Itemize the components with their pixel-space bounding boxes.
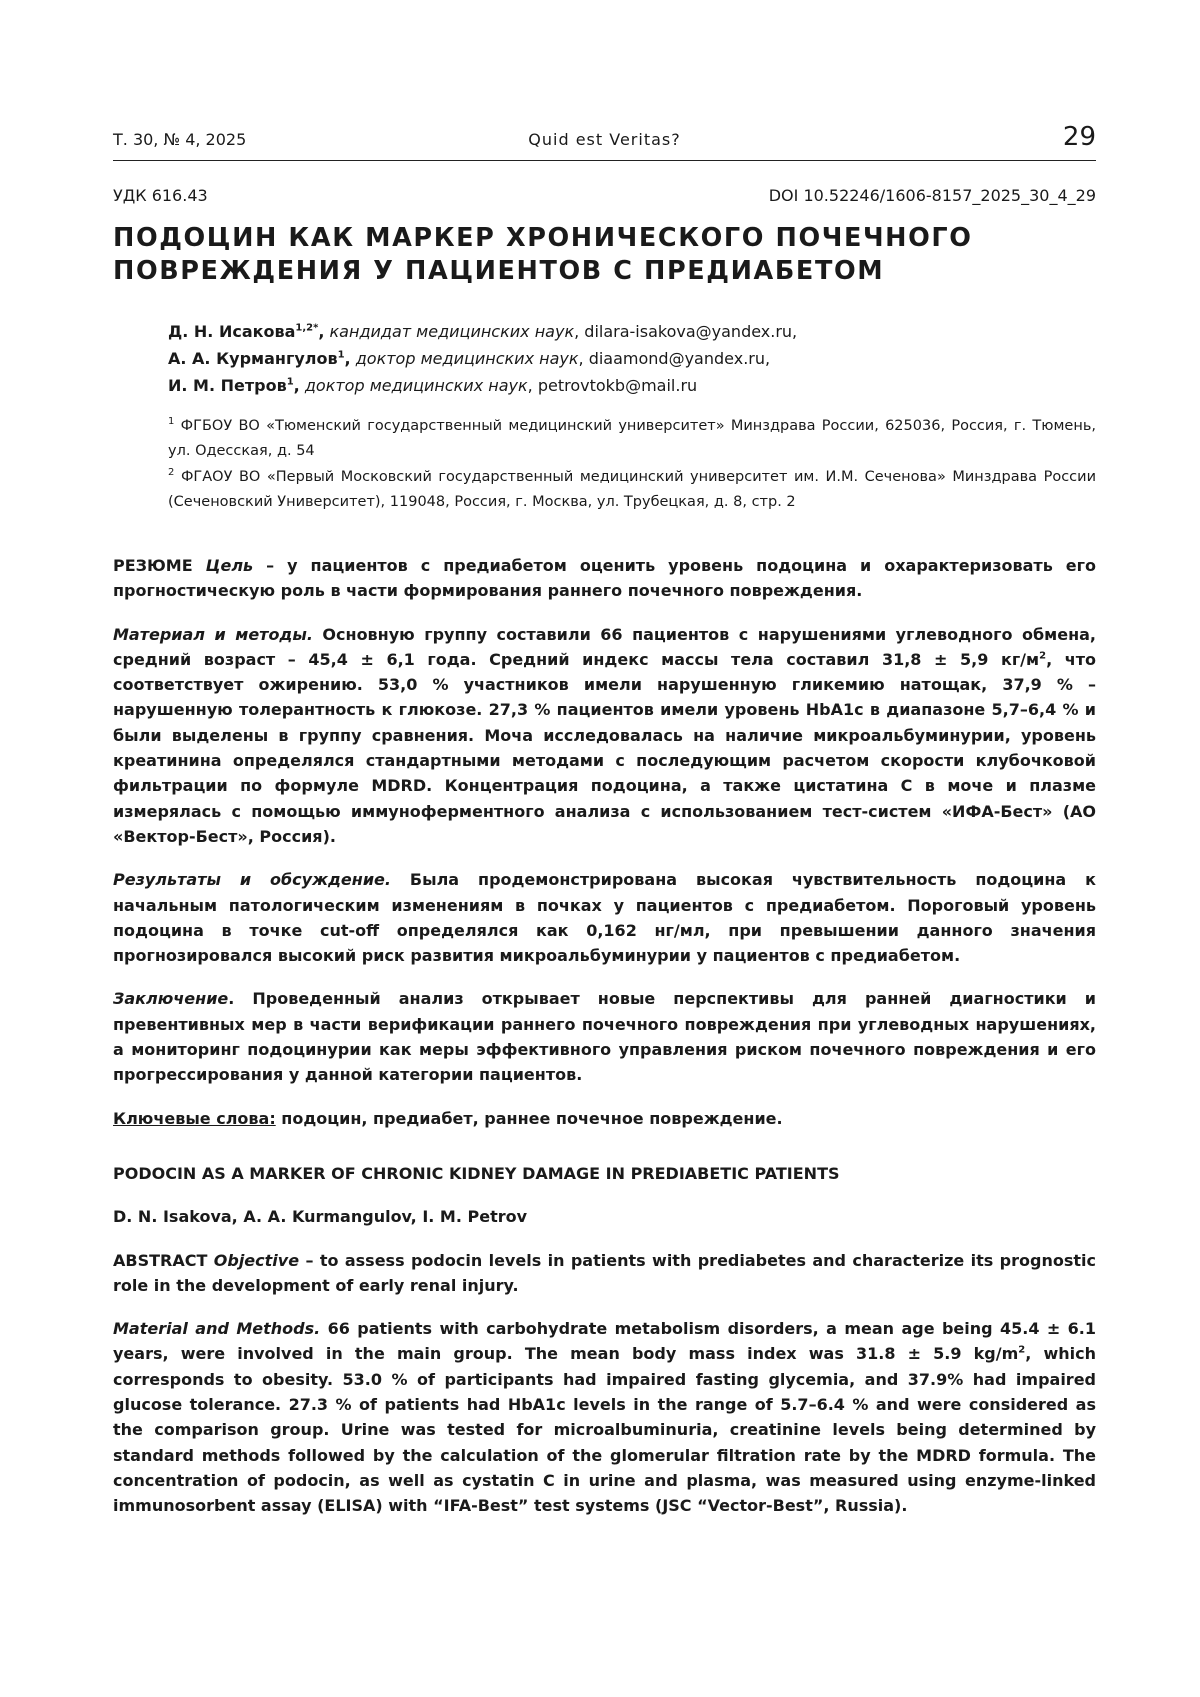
en-methods-text-cont: , which corresponds to obesity. 53.0 % of participants had impaired fasting glycemia, and 37.9% had impaired glucose tolerance. 27.3 % of patients had HbA1c levels in the range of 5.7–6.4 % and were considered as the comparison group. Urine was tested for microalbuminuria, creatinine levels being determined by standard methods followed by the calculation of the glomerular filtration rate by the MDRD formula. The concentration of podocin, as well as cystatin C in urine and plasma, was measured using enzyme-linked immunosorbent assay (ELISA) with “IFA-Best” test systems (JSC “Vector-Best”, Russia). <box>113 1344 1096 1516</box>
author-name: Д. Н. Исакова <box>168 322 296 341</box>
author-affil-sup: 1 <box>286 376 294 388</box>
abstract-label: ABSTRACT <box>113 1250 208 1270</box>
author-list <box>168 318 1096 399</box>
author-entry: А. А. Курмангулов$^1$, доктор медицинских наук, diaamond@yandex.ru, <box>168 349 771 368</box>
author-email[interactable]: diaamond@yandex.ru, <box>588 349 771 368</box>
methods-sup: 2 <box>1039 650 1047 662</box>
ru-keywords-paragraph <box>113 1106 1096 1131</box>
ru-results-paragraph <box>113 867 1096 968</box>
methods-label: Материал и методы. <box>113 624 313 644</box>
conclusion-text: . Проведенный анализ открывает новые перспективы для ранней диагностики и превентивных мер в части верификации раннего почечного повреждения при углеводных нарушениях, а мониторинг подоцинурии как меры эффективного управления риском почечного повреждения и его прогрессирования у данной категории пациентов. <box>113 989 1096 1085</box>
page-number: 29 <box>1062 122 1096 152</box>
results-label: Результаты и обсуждение. <box>113 870 391 890</box>
abstract-body <box>113 553 1096 1537</box>
affiliation-text: ФГБОУ ВО «Тюменский государственный медицинский университет» Минздрава России, 625036, Россия, г. Тюмень, ул. Одесская, д. 54 <box>168 418 1096 459</box>
results-text: Была продемонстрирована высокая чувствительность подоцина к начальным патологическим изменениям в почках у пациентов с предиабетом. Пороговый уровень подоцина в точке cut-off определялся как 0,162 нг/мл, при превышении данного значения прогнозировался высокий риск развития микроальбуминурии у пациентов с предиабетом. <box>113 870 1096 966</box>
affiliation-item <box>168 414 1096 464</box>
author-name: И. М. Петров <box>168 376 287 395</box>
methods-text-cont: , что соответствует ожирению. 53,0 % участников имели нарушенную гликемию натощак, 37,9 % – нарушенную толерантность к глюкозе. 27,3 % пациентов имели уровень HbA1c в диапазоне 5,7–6,4 % и были выделены в группу сравнения. Моча исследовалась на наличие микроальбуминурии, уровень креатинина определялся стандартными методами с последующим расчетом скорости клубочковой фильтрации по формуле MDRD. Концентрация подоцина, а также цистатина С в моче и плазме измерялась с помощью иммуноферментного анализа с использованием тест-систем «ИФА-Бест» (АО «Вектор-Бест», Россия). <box>113 649 1096 846</box>
keywords-text: подоцин, предиабет, раннее почечное повреждение. <box>275 1108 783 1128</box>
goal-text: – у пациентов с предиабетом оценить уровень подоцина и охарактеризовать его прогностическую роль в части формирования раннего почечного повреждения. <box>113 556 1096 601</box>
author-email[interactable]: dilara-isakova@yandex.ru, <box>584 322 798 341</box>
en-title: PODOCIN AS A MARKER OF CHRONIC KIDNEY DAMAGE IN PREDIABETIC PATIENTS <box>113 1163 840 1183</box>
running-head <box>113 122 1096 161</box>
objective-label: Objective <box>213 1250 300 1270</box>
affiliation-num: 2 <box>168 467 175 479</box>
journal-name: Quid est Veritas? <box>528 130 681 149</box>
en-methods-text: 66 patients with carbohydrate metabolism disorders, a mean age being 45.4 ± 6.1 years, were involved in the main group. The mean body mass index was 31.8 ± 5.9 kg/m <box>113 1319 1097 1364</box>
affiliation-text: ФГАОУ ВО «Первый Московский государственный медицинский университет им. И.М. Сеченова» Минздрава России (Сеченовский Университет), 119048, Россия, г. Москва, ул. Трубецкая, д. 8, стр. 2 <box>168 469 1096 510</box>
ru-methods-paragraph <box>113 622 1096 850</box>
ru-conclusion-paragraph <box>113 986 1096 1087</box>
udk-code: УДК 616.43 <box>113 186 208 205</box>
author-entry: И. М. Петров$^1$, доктор медицинских наук, petrovtokb@mail.ru <box>168 376 698 395</box>
methods-text: Основную группу составили 66 пациентов с нарушениями углеводного обмена, средний возраст – 45,4 ± 6,1 года. Средний индекс массы тела составил 31,8 ± 5,9 кг/м <box>113 624 1096 669</box>
en-objective-paragraph <box>113 1248 1096 1299</box>
author-entry: Д. Н. Исакова$^{1,2*}$, кандидат медицинских наук, dilara-isakova@yandex.ru, <box>168 322 798 341</box>
en-methods-paragraph <box>113 1316 1096 1518</box>
issue-info: Т. 30, № 4, 2025 <box>113 130 247 149</box>
en-methods-sup: 2 <box>1018 1345 1026 1357</box>
article-title <box>113 222 1096 288</box>
author-affil-sup: 1,2* <box>295 322 319 334</box>
author-email[interactable]: petrovtokb@mail.ru <box>537 376 698 395</box>
keywords-label: Ключевые слова: <box>113 1108 276 1128</box>
affiliation-item <box>168 465 1096 515</box>
en-authors: D. N. Isakova, A. A. Kurmangulov, I. M. Petrov <box>113 1207 528 1227</box>
ru-goal-paragraph <box>113 553 1096 604</box>
resume-label: РЕЗЮМЕ <box>113 556 193 575</box>
en-methods-label: Material and Methods. <box>113 1319 321 1339</box>
objective-text: – to assess podocin levels in patients with prediabetes and characterize its prognostic role in the development of early renal injury. <box>113 1250 1096 1295</box>
affiliations <box>168 414 1096 516</box>
title-line: ПОВРЕЖДЕНИЯ У ПАЦИЕНТОВ С ПРЕДИАБЕТОМ <box>113 256 885 286</box>
goal-label: Цель <box>205 556 254 575</box>
doi-link[interactable]: DOI 10.52246/1606-8157_2025_30_4_29 <box>768 186 1096 205</box>
author-degree: доктор медицинских наук <box>304 376 528 395</box>
conclusion-label: Заключение <box>113 989 229 1009</box>
author-degree: доктор медицинских наук <box>355 349 579 368</box>
author-affil-sup: 1 <box>337 349 345 361</box>
title-line: ПОДОЦИН КАК МАРКЕР ХРОНИЧЕСКОГО ПОЧЕЧНОГО <box>113 223 973 253</box>
author-name: А. А. Курмангулов <box>168 349 338 368</box>
author-degree: кандидат медицинских наук <box>329 322 575 341</box>
affiliation-num: 1 <box>168 416 175 428</box>
